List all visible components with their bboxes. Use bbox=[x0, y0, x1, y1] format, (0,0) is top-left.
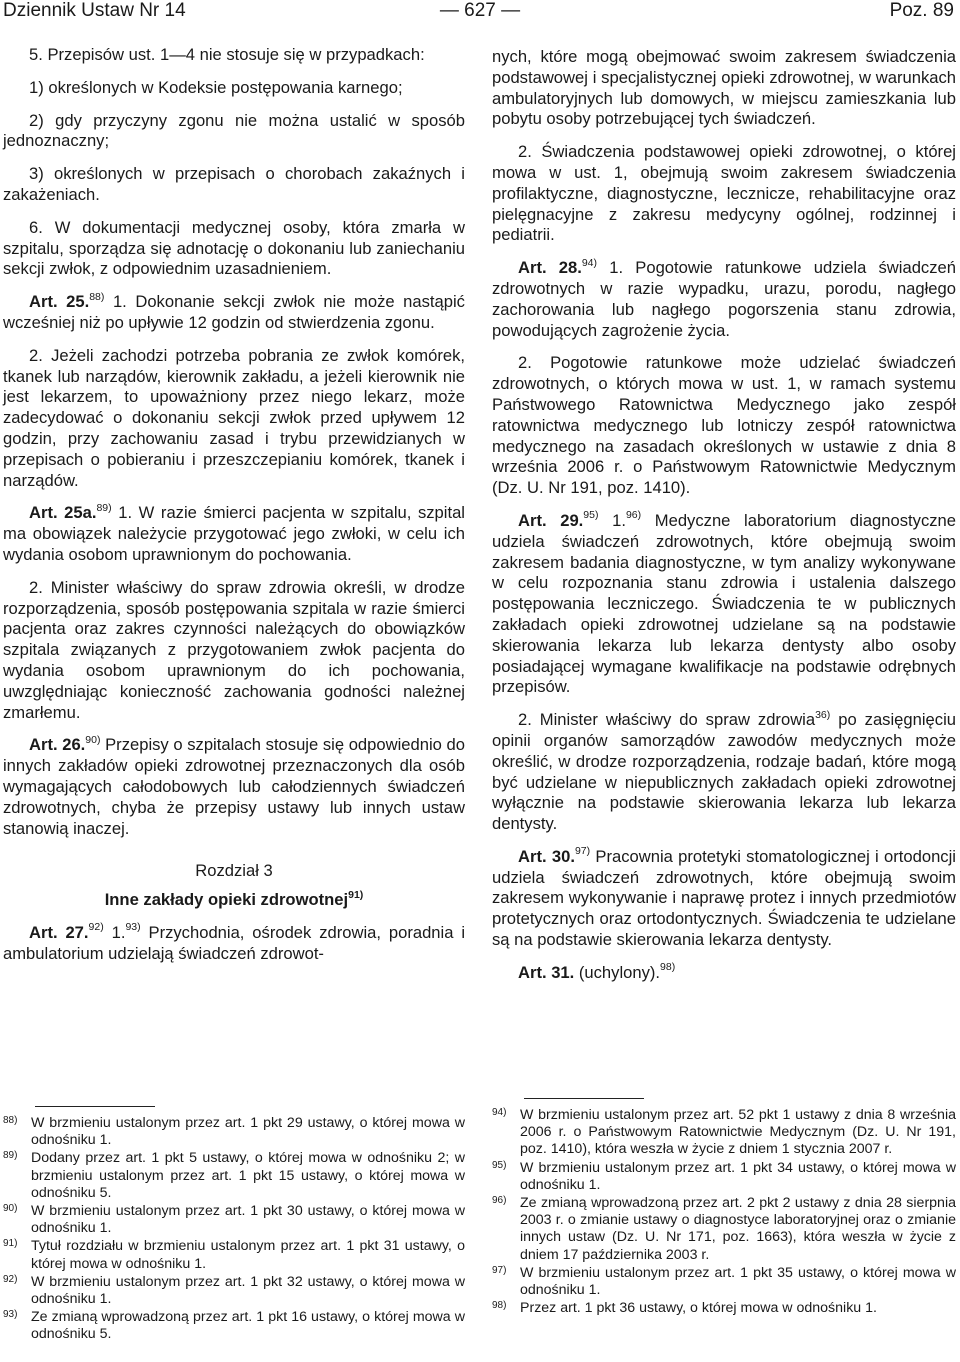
footnote-divider bbox=[35, 1106, 155, 1107]
footnote bbox=[3, 1274, 465, 1308]
left-column bbox=[3, 45, 465, 976]
footnote-text: W brzmieniu ustalonym przez art. 1 pkt 30 ustawy, o której mowa w odnośniku 1. bbox=[31, 1203, 465, 1237]
article-label: Art. 26. bbox=[29, 735, 86, 755]
footnote bbox=[492, 1300, 956, 1317]
article-paragraph-number: 1. bbox=[103, 922, 126, 942]
footnote-divider bbox=[524, 1098, 644, 1099]
paragraph: 2. Jeżeli zachodzi potrzeba pobrania ze zwłok komórek, tkanek lub narządów, kierownik zakładu, a jeżeli kierownik nie jest lekarzem, to upoważniony przez niego lekarz, może zadecydować o dokonaniu sekcji zwłok przed upływem 12 godzin, przy zachowaniu zasad i trybu przewidzianych w przepisach o pobieraniu i przeszczepianiu komórek, tkanek i narządów. bbox=[3, 345, 465, 490]
footnotes-right bbox=[492, 1098, 956, 1318]
footnote-ref: 96) bbox=[625, 509, 642, 522]
article-25 bbox=[3, 292, 465, 334]
paragraph: 6. W dokumentacji medycznej osoby, która zmarła w szpitalu, sporządza się adnotację o dokonaniu lub zaniechaniu sekcji zwłok, z odpowiednim uzasadnieniem. bbox=[3, 217, 465, 279]
article-paragraph-number: 1. bbox=[598, 510, 626, 530]
paragraph bbox=[492, 710, 956, 835]
footnote-number: 91) bbox=[3, 1238, 18, 1250]
article-label: Art. 27. bbox=[29, 922, 89, 942]
footnote-text: Przez art. 1 pkt 36 ustawy, o której mowa w odnośniku 1. bbox=[520, 1300, 877, 1317]
article-27 bbox=[3, 923, 465, 965]
footnote bbox=[3, 1309, 465, 1343]
footnote-number: 92) bbox=[3, 1273, 18, 1285]
footnote-text: Dodany przez art. 1 pkt 5 ustawy, o której mowa w odnośniku 2; w brzmieniu ustalonym przez art. 1 pkt 15 ustawy, o której mowa w odnośniku 5. bbox=[31, 1150, 465, 1201]
footnote-text: W brzmieniu ustalonym przez art. 1 pkt 34 ustawy, o której mowa w odnośniku 1. bbox=[520, 1159, 956, 1193]
footnote-list-right bbox=[492, 1107, 956, 1317]
footnote-text: W brzmieniu ustalonym przez art. 1 pkt 32 ustawy, o której mowa w odnośniku 1. bbox=[31, 1273, 465, 1308]
list-item: 2) gdy przyczyny zgonu nie można ustalić w sposób jednoznaczny; bbox=[3, 110, 465, 151]
list-item: 3) określonych w przepisach o chorobach zakaźnych i zakażeniach. bbox=[3, 164, 465, 204]
chapter-number: Rozdział 3 bbox=[195, 861, 273, 881]
position-number: Poz. 89 bbox=[889, 0, 954, 21]
footnote-number: 88) bbox=[3, 1115, 18, 1126]
chapter-title bbox=[3, 890, 465, 911]
footnote-ref: 88) bbox=[89, 290, 105, 303]
paragraph: 2. Świadczenia podstawowej opieki zdrowotnej, o której mowa w ust. 1, obejmują swoim zakresem świadczenia profilaktyczne, diagnostyczne, lecznicze, rehabilitacyjne oraz pielęgnacyjne z zakresu medycyny ogólnej, rodzinnej i pediatrii. bbox=[492, 142, 956, 245]
footnote-ref: 90) bbox=[85, 733, 101, 746]
paragraph: 2. Pogotowie ratunkowe może udzielać świadczeń zdrowotnych, o których mowa w ust. 1, w ramach systemu Państwowego Ratownictwa Medycznego jako zespół ratownictwa medycznego lub lotniczy zespół ratownictwa medycznego na zasadach określonych w ustawie z dnia 8 września 2006 r. o Państwowym Ratownictwie Medycznym (Dz. U. Nr 191, poz. 1410). bbox=[492, 353, 956, 498]
paragraph-text: 2. Minister właściwy do spraw zdrowia bbox=[518, 710, 816, 730]
article-text: 1. W razie śmierci pacjenta w szpitalu, szpital ma obowiązek należycie przygotować jego zwłoki, w celu ich wydania osobom uprawnionym do pochowania. bbox=[3, 503, 465, 564]
page-header bbox=[0, 0, 960, 22]
footnote-number: 96) bbox=[492, 1195, 507, 1207]
journal-title: Dziennik Ustaw Nr 14 bbox=[3, 0, 186, 21]
footnote-text: Tytuł rozdziału w brzmieniu ustalonym przez art. 1 pkt 31 ustawy, o której mowa w odnośniku 1. bbox=[31, 1238, 465, 1272]
article-text: Medyczne laboratorium diagnostyczne udziela świadczeń zdrowotnych, które obejmują swoim zakresem badania diagnostyczne, w tym analizy wykonywane w celu rozpoznania stanu zdrowia i ustalenia dalszego postępowania leczniczego. Świadczenia te w publicznych zakładach opieki zdrowotnej udzielane są na podstawie skierowania lekarza lub lekarza dentysty albo osoby posiadającej wymagane kwalifikacje na podstawie odrębnych przepisów. bbox=[492, 510, 956, 697]
article-text: 1. Dokonanie sekcji zwłok nie może nastąpić wcześniej niż po upływie 12 godzin od stwierdzenia zgonu. bbox=[3, 292, 465, 332]
article-label: Art. 25. bbox=[29, 292, 90, 312]
footnote bbox=[3, 1150, 465, 1202]
footnote-list-left bbox=[3, 1115, 465, 1344]
footnote-number: 93) bbox=[3, 1309, 18, 1321]
footnote-ref: 95) bbox=[583, 509, 599, 522]
footnote bbox=[492, 1265, 956, 1299]
article-text: 1. Pogotowie ratunkowe udziela świadczeń zdrowotnych w razie wypadku, urazu, porodu, nagłego zachorowania lub nagłego pogorszenia stanu zdrowia, powodujących zagrożenie życia. bbox=[492, 258, 956, 340]
article-text: Przychodnia, ośrodek zdrowia, poradnia i ambulatorium udzielają świadczeń zdrowot- bbox=[3, 922, 466, 963]
article-30 bbox=[492, 847, 956, 951]
article-28 bbox=[492, 258, 956, 341]
right-column bbox=[492, 47, 956, 996]
footnote-ref: 94) bbox=[581, 256, 598, 269]
footnote-number: 89) bbox=[3, 1150, 18, 1162]
article-label: Art. 31. bbox=[518, 962, 575, 982]
footnote-ref: 36) bbox=[815, 708, 831, 721]
paragraph: 5. Przepisów ust. 1—4 nie stosuje się w przypadkach: bbox=[29, 45, 425, 64]
footnote bbox=[492, 1195, 956, 1264]
article-label: Art. 28. bbox=[518, 258, 582, 278]
footnote bbox=[3, 1115, 465, 1149]
page-number: — 627 — bbox=[439, 0, 521, 21]
chapter-title-text: Inne zakłady opieki zdrowotnej bbox=[104, 890, 349, 910]
paragraph: 2. Minister właściwy do spraw zdrowia określi, w drodze rozporządzenia, sposób postępowania szpitala w razie śmierci pacjenta oraz zakres czynności należących do obowiązków szpitala związanych z przygotowaniem zwłok pacjenta do wydania osobom uprawnionym do ich pochowania, uwzględniając konieczność zachowania godności należnej zmarłemu. bbox=[3, 577, 465, 722]
footnote bbox=[492, 1160, 956, 1194]
footnote-number: 98) bbox=[492, 1300, 507, 1312]
footnote-number: 90) bbox=[3, 1203, 18, 1215]
footnote-text: W brzmieniu ustalonym przez art. 52 pkt 1 ustawy z dnia 8 września 2006 r. o Państwowym Ratownictwie Medycznym (Dz. U. Nr 191, poz. 1410), która weszła w życie z dniem 1 stycznia 2007 r. bbox=[520, 1107, 956, 1158]
footnote bbox=[492, 1107, 956, 1159]
article-label: Art. 25a. bbox=[29, 503, 97, 523]
footnotes-left bbox=[3, 1106, 465, 1345]
article-text: Przepisy o szpitalach stosuje się odpowiednio do innych zakładów opieki zdrowotnej przeznaczonych dla osób wymagających całodobowych lub całodziennych świadczeń zdrowotnych, chyba że przepisy ustawy lub innych ustaw stanowią inaczej. bbox=[3, 735, 465, 838]
footnote-number: 94) bbox=[492, 1107, 507, 1118]
footnote-text: Ze zmianą wprowadzoną przez art. 1 pkt 16 ustawy, o której mowa w odnośniku 5. bbox=[31, 1309, 465, 1343]
article-label: Art. 30. bbox=[518, 846, 575, 866]
article-25a bbox=[3, 503, 465, 565]
footnote-text: W brzmieniu ustalonym przez art. 1 pkt 35 ustawy, o której mowa w odnośniku 1. bbox=[520, 1264, 956, 1299]
paragraph-text: po zasięgnięciu opinii organów samorządów zawodów medycznych może określić, w drodze rozporządzenia, rodzaje badań, które mogą być udzielane w niepublicznych zakładach opieki zdrowotnej wyłącznie na podstawie skierowania lekarza lub lekarza dentysty. bbox=[492, 710, 956, 834]
footnote-text: Ze zmianą wprowadzoną przez art. 2 pkt 2 ustawy z dnia 28 sierpnia 2003 r. o zmianie ustawy o diagnostyce laboratoryjnej oraz o zmianie innych ustaw (Dz. U. Nr 171, poz. 1663), która weszła w życie z dniem 17 października 2003 r. bbox=[520, 1195, 956, 1263]
footnote-ref: 98) bbox=[660, 961, 676, 974]
article-31 bbox=[492, 963, 956, 984]
list-item: 1) określonych w Kodeksie postępowania karnego; bbox=[29, 77, 403, 97]
footnote-ref: 89) bbox=[96, 501, 112, 514]
footnote-ref: 91) bbox=[348, 888, 364, 901]
footnote-ref: 93) bbox=[125, 921, 141, 934]
footnote-text: W brzmieniu ustalonym przez art. 1 pkt 29 ustawy, o której mowa w odnośniku 1. bbox=[31, 1115, 465, 1149]
article-text: Pracownia protetyki stomatologicznej i ortodoncji udziela świadczeń zdrowotnych, które obejmują swoim zakresem wykonywanie i naprawę protez i innych przedmiotów protetycznych oraz ortodontycznych. Świadczenia te udzielane są na podstawie skierowania lekarza dentysty. bbox=[492, 846, 956, 950]
footnote-number: 95) bbox=[492, 1159, 507, 1171]
article-29 bbox=[492, 511, 956, 698]
article-26 bbox=[3, 735, 465, 839]
article-text: (uchylony). bbox=[574, 962, 661, 982]
footnote-ref: 97) bbox=[574, 845, 591, 858]
footnote bbox=[3, 1238, 465, 1272]
article-label: Art. 29. bbox=[518, 510, 584, 530]
paragraph: nych, które mogą obejmować swoim zakresem świadczenia podstawowej i specjalistycznej opieki zdrowotnej, w warunkach ambulatoryjnych lub domowych, w miejscu zamieszkania lub pobytu osoby potrzebującej tych świadczeń. bbox=[492, 47, 956, 129]
footnote bbox=[3, 1203, 465, 1237]
footnote-number: 97) bbox=[492, 1264, 507, 1276]
footnote-ref: 92) bbox=[88, 921, 104, 934]
